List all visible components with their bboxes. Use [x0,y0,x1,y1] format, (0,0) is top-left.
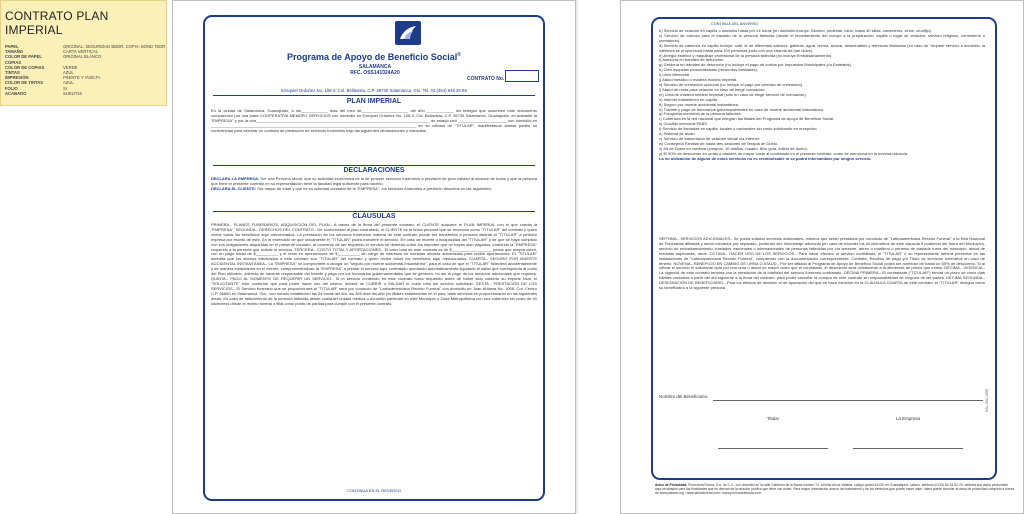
service-item: o) Trámite y pago de honorarios gubernamentales en caso de muerte accidental instantánea. [659,106,824,112]
program-title: Programa de Apoyo de Beneficio Social® [287,52,461,62]
contract-back-page [620,0,1024,514]
company-address: Ezequiel Ordoñez No. 108-3, Col. Bellavista, C.P. 36730 Salamanca, Gto. Tel. 01 (464) 648 20 86 [281,88,467,93]
declaraciones-title: DECLARACIONES [343,167,405,174]
spec-line: IMPRESIÓN FRENTE Y VUELTA [5,75,101,81]
contract-number-field[interactable] [505,70,539,82]
back-clausulas: SÉPTIMA.- SERVICIOS ADICIONALES.- Se podrá solicitar servicios adicionales, mismos que serán prestados por conducto de "Latinoamericana Recinto Funeral" o la Red Nacional de Funerarias afiliadas y serán cobrados por separado, pudiendo ser: kilometraje adicional (en caso de exceder los 40 kilómetros de este cláusula 6 pudiendo ser fuera del Municipio), servicio de embalsamamiento, traslados nacionales o internacionales de personas fallecidas por vía terrestre, aéreo o marítimo o permiso de traslado fuera del municipio, ataúd de medidas especiales, otros. OCTAVA.- HACER USO DE LOS SERVICIOS.- Para hacer efectivo el servicio contratado, el "TITULAR" o su representante deberá presentar en las instalaciones de "Latinoamericana Recinto Funeral", cumpliendo con la documentación correspondiente: Contrato, Recibos de pago y/o Título de servicios funerarios en caso de tenerlo. NOVENA.- BENEFICIO EN CAMBIO DE URNA O ATAÚD.- Por ser afiliado al Programa de Apoyo de Beneficio Social podrá ser acreedor de hasta un 50% de descuento. Si al utilizar el servicio el solicitante opta por una urna o ataúd de mayor costo que el contratado, el descuento será únicamente a la diferencia de precio que exista. DÉCIMA.- VIGENCIA.- La vigencia de este contrato termina con la prestación de la totalidad del servicio funerario contratado. DÉCIMA PRIMERA.- El contratante ("TITULAR") tendrá un plazo de cinco días hábiles contados a partir del día siguiente a la firma del contrato, para poder cancelar la compra de este contrato sin responsabilidad de ninguna de las partes. DÉCIMA SEGUNDA.- DESIGNACIÓN DE BENEFICIARIO.- Para los efectos de decisión al de aportación del que se hace mención en la CLÁUSULA CUARTA de este contrato, el "TITULAR" designa como su beneficiario a la siguiente persona. [659,237,985,291]
declaracion-cliente-text: Ser mayor de edad y que es su voluntad contratar de la "EMPRESA", los servicios funerarios a previsión descritos en las siguientes: [256,185,492,191]
service-item: h) Cien esquelas personalizadas (recuerdos familiares). [659,67,758,73]
service-item: l) Ataúd de renta para velación en caso de elegir cremación. [659,86,766,92]
clausulas-title: CLÁUSULAS [352,213,396,220]
front-frame [203,15,545,501]
service-item: r) Cobertura en la red nacional que integran las filiales del Programa de Apoyo de Beneficio Social. [659,116,835,122]
service-item: b) Servicio de velación en capilla o domicilio hasta por 24 horas (en domicilio incluye: Biombo, pedestal, toldo, hasta 40 sillas, candeleros, cirios, crucifijo). [659,28,933,33]
continue-note: CONTINUA EN EL REVERSO [347,488,401,493]
spec-note [0,0,167,106]
intro-paragraph: En la ciudad de Salamanca, Guanajuato, a los____________ días del mes de_____________________ del año ____________ los testigos que suscriben este documento comparecen por una parte COOPERATIVA MEMORY SERVICIOS con domicilio en Ezequiel Ordoñez No. 108-3, Col. Bellavista, C.P. 36730 Salamanca, Guanajuato, en adelante la "EMPRESA" y por la otra______________________________________________________________________________ de estado civil ______________________ con domicilio en ____________________________________________________________________________________________ en su calidad de "TITULAR", manifestando ambas partes su conformidad para celebrar un contrato de prestación de servicios funerarios bajo las siguientes declaraciones y cláusulas. [211,108,537,133]
document-reference: SAL-592-1906 [985,389,989,413]
contract-front-page [172,0,576,514]
privacy-text: Promotora Futura, S.A. de C.V., con domicilio en la calle Calderón de la Barca número 74, colonia Arcos Vallarta, código postal 44130, en Guadalajara, Jalisco, teléfono (0133) 36-15-52-23, utilizará sus datos personales aquí recabados para las finalidades que se derivan de la relación jurídica que tiene con usted. Para mayor información acerca del tratamiento y de los derechos que puede hacer valer, usted puede acceder al aviso de privacidad completo a través de www.pabsmr.org / www.latinofuneral.com / www.promotorafutura.com. [655,483,1015,496]
pabs-logo-icon [395,21,421,45]
signature-titular-label: Titular [766,416,780,421]
service-item: d) Servicio de cafetería en capilla incluye: café, té de diferentes sabores, galletas, agua, crema, azúcar, desechables y refrescos ilimitados (en caso de "requerir servicio a domicilio, la cafetería se proporciona hasta para 100 personas junto con una charola de pan dulce). [659,42,985,53]
service-item: j) Ataúd metálico o madera modelo Imperial. [659,77,738,83]
service-item: y) El 50% de descuento en urnas o ataúdes de mayor costo al contratado en el presente contrato, como se menciona en la novena cláusula. [659,150,909,156]
service-item: m) Urna de madera modelo Imperial (sólo en caso de elegir servicio de cremación). [659,91,807,97]
spec-line: COLOR DE TINTAS AZUL [5,80,74,86]
signature-titular-line[interactable] [718,448,828,449]
service-item: u) Sistema de audio. [659,131,696,137]
service-item: x) Kit de Duelo en cortesía (crespón, 10 misfios, rosario, libro guía, folleto de duelo). [659,145,808,151]
divider [213,95,535,96]
signature-empresa-line[interactable] [853,448,963,449]
spec-line: FOLIO SI [5,85,67,91]
rfc-label: RFC. OSS141024A20 [350,70,400,76]
signature-empresa-label: La Empresa [895,416,921,421]
service-item: f) Asesoría en trámites de defunción. [659,57,725,63]
beneficiary-field[interactable] [713,400,983,401]
declaracion-cliente-label: DECLARA EL CLIENTE: [211,185,257,191]
service-item: t) Servicio de llamadas en capilla, locales y nacionales sin costo solicitando en recepción. [659,126,818,132]
privacy-notice [655,483,1015,495]
service-item: c) Servicio de carroza para el traslado de la persona fallecida (desde el levantamiento del cuerpo a la preparación; capilla o lugar de velación; servicio religioso, cementerio o crematorio). [659,32,985,43]
back-frame [651,17,997,480]
spec-line: COPIAS [5,59,22,65]
privacy-label: Aviso de Privacidad: [655,483,688,487]
contract-number-label: CONTRATO No. [467,76,505,82]
spec-line: COLOR DE PAPEL ORIGINAL BLANCO [5,54,102,60]
declaracion-empresa-text: Ser una Persona Moral, que su actividad económica es la de proveer servicios funerarios a previsión de gran calidad al alcance de todos y que la persona que firme el presente contrato en su representación tiene la facultad legal suficiente para hacerlo. [211,176,537,186]
service-item: q) Fotografía memorial de la persona fallecida. [659,111,742,117]
service-item: k) Servicio de cremación opcional (no incluye el pago por permiso de cremación). [659,81,804,87]
spec-line: ACABADO SUELTOS [5,90,83,96]
continue-header: CONTINUA DEL ANVERSO [711,22,759,26]
divider [213,211,535,212]
spec-title: CONTRATO PLAN IMPERIAL [5,9,109,37]
service-item: w) Consejería Familiar de hasta tres sesiones de Terapia de Duelo. [659,140,779,146]
clausulas-text: PRIMERA.- PLANES FUNERARIOS, ADQUISICIÓN DEL PLAN.- A través de la firma del presente contrato, el CLIENTE adquiere el PLAN IMPERIAL con el que cuenta la "EMPRESA". SEGUNDA.- DERECHOS DEL CONTRATO.- De conformidad al plan contratado, el CLIENTE es la única persona que se reconoce como "TITULAR" del contrato y quien recibe todos los beneficios aquí mencionados. La prestación de los servicios funerarios materia de este contrato puede ser transferida a persona distinta al "TITULAR" a petición expresa por escrito de este. En el entendido de que únicamente el "TITULAR" podrá transferir el servicio. En caso de muerte o incapacidad del "TITULAR" y de que se haya cumplido con sus obligaciones adquiridas en el presente contrato, al momento de ser requerido el servicio se deberán cubrir los importes que no hayan sido pagados, pudiendo la "EMPRESA" requerirlo a la persona que solicite el servicio. TERCERA.- COSTO TOTAL Y APORTACIONES.- El valor total de este contrato es de $__________________ pesos que acepta cubrir, con un pago inicial de $__________ y el resto en aportaciones de $__________ sin cargo de intereses en nuestras oficinas autorizadas para recibir aportaciones. El "TITULAR" acredita que los abonos efectuados a este contrato son "TITULAR" del contrato y quien recibe todos los beneficios aquí mencionados. CUARTA.- SEGURO POR MUERTE ACCIDENTAL INSTANTÁNEA.- La "EMPRESA" se compromete a otorgar un "seguro por muerte accidental instantánea", para el caso de que el "TITULAR" falleciera accidentalmente y de manera instantánea en el evento; comprometiéndose la "EMPRESA" a prestar el servicio aquí contratado quedando automáticamente liquidado el saldo que corresponda al costo del Plan utilizado, además de hacerse responsable del trámite y pago por los honorarios gubernamentales que se generen, no así el pago de los servicios adicionales que requiera. QUINTA.- PAGO AL MOMENTO DE REQUERIR UN SERVICIO.- Si el servicio contenido en este contrato fuera requerido antes de haber sido cubierto su importe total, el "SOLICITANTE" este conforme que para poder hacer uso del mismo, deberá de CUBRIR o SALDAR el costo total del servicio solicitado. SEXTA.- PRESTACIÓN DE LOS SERVICIOS.- El Servicio funerario que se proporcionará al "TITULAR" será por conducto de "Latinoamericana Recinto Funeral" con domicilio en Juan Aldama No. 1008, Col. Centro C.P. 36800 en Salamanca, Gto., con horario establecido las 24 horas del día, los 365 días del año y/o filiales establecidas en el país, tales servicios se proporcionarán en las siguientes áreas: En caso de fallecimiento de la persona fallecida desde cualquier unidad médica o domicilio particular en este Municipio o Zona Metropolitana con una cobertura sin costo de 40 kilómetros desde el recinto funeral o filial como punto de partida para cumplir con el presente contrato. [211,223,537,306]
service-item: g) Gestoría en trámites de defunción (no incluye el pago de costos por Impuestos Municipales y/o Estatales). [659,62,852,68]
spec-line: PAPEL ORIGINAL: SEGURIDAD BBOR. COPIA: BOND 75GR [5,44,166,49]
beneficiary-label: Nombre del Beneficiario: [659,394,709,399]
plan-title: PLAN IMPERIAL [346,98,402,105]
services-list [659,29,985,161]
declaracion-empresa-label: DECLARA LA EMPRESA: [211,176,260,181]
spec-line: TINTAS AZUL [5,70,74,76]
program-subtitle [325,64,425,76]
service-item: e) Arreglo estético y maquillaje profesional de la persona fallecida (no incluye Embalsamamiento). [659,52,833,58]
service-item: s) Crucifijo memorial PABS. [659,121,709,127]
declaraciones-block [211,177,537,192]
spec-list [1,37,166,96]
service-item: v) Servicio de transmisión de velación virtual vía internet. [659,135,760,141]
service-item: ñ) Seguro por muerte accidental instantánea. [659,101,740,107]
spec-line: COLOR DE COPIAS VERDE [5,64,78,70]
city-label: SALAMANCA [358,64,392,70]
spec-line: TAMAÑO CARTA VERTICAL [5,49,99,55]
service-item: i) Libro Memorial. [659,72,690,78]
divider [213,165,535,166]
services-note: La no utilización de alguno de estos servicios no es reembolsable ni se podrá intercambiar por ningún servicio. [659,155,872,161]
service-item: n) Internet inalámbrico en capilla. [659,96,718,102]
